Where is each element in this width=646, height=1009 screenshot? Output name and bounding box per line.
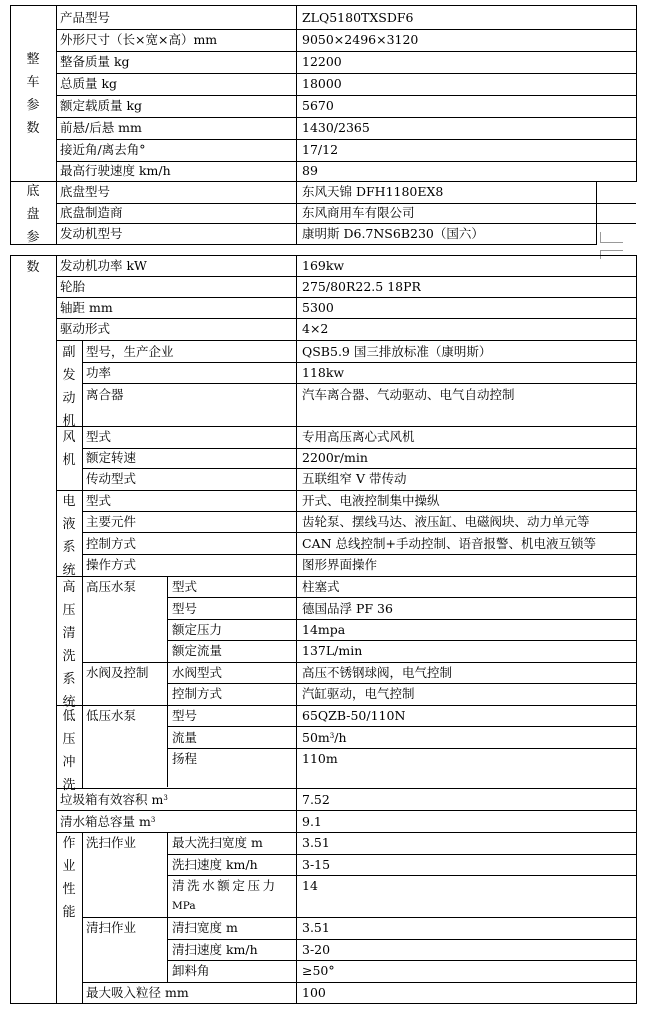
label-wash-pressure: 清洗水额定压力 [172, 878, 278, 893]
label-sweep-speed: 清扫速度 km/h [172, 942, 258, 957]
group-chassis-params: 底盘参 [26, 184, 40, 245]
label-tire: 轮胎 [60, 279, 86, 294]
value-chassis-model: 东风天锦 DFH1180EX8 [302, 184, 444, 199]
group-shu: 数 [26, 260, 40, 275]
value-aux-model: QSB5.9 国三排放标准（康明斯） [302, 344, 492, 359]
hp-valve-label: 水阀及控制 [86, 665, 149, 680]
value-sweep-width: 3.51 [302, 920, 330, 935]
label-garbage-volume: 垃圾箱有效容积 $m^3$ [60, 792, 168, 807]
lp-pump-label: 低压水泵 [86, 708, 137, 723]
label-angles: 接近角/离去角° [60, 142, 146, 157]
group-low-pressure: 低压冲洗 [62, 709, 76, 793]
value-hyd-components: 齿轮泵、摆线马达、液压缸、电磁阀块、动力单元等 [302, 514, 590, 529]
label-max-particle: 最大吸入粒径 mm [86, 985, 189, 1000]
value-wheelbase: 5300 [302, 300, 334, 315]
value-aux-clutch: 汽车离合器、气动驱动、电气自动控制 [302, 387, 515, 402]
value-tire: 275/80R22.5 18PR [302, 279, 421, 294]
label-hyd-components: 主要元件 [86, 514, 137, 529]
value-hp-valve-type: 高压不锈钢球阀，电气控制 [302, 665, 453, 680]
label-wash-width: 最大洗扫宽度 m [172, 835, 263, 850]
label-dump-angle: 卸料角 [172, 963, 210, 978]
value-dump-angle: ≥50° [302, 963, 335, 978]
value-hyd-type: 开式、电液控制集中操纵 [302, 493, 440, 508]
label-wheelbase: 轴距 mm [60, 300, 113, 315]
label-fan-speed: 额定转速 [86, 450, 137, 465]
label-overhang: 前悬/后悬 mm [60, 120, 142, 135]
label-hyd-control: 控制方式 [86, 536, 137, 551]
label-hp-model: 型号 [172, 601, 198, 616]
value-wash-pressure: 14 [302, 878, 318, 893]
value-hp-type: 柱塞式 [302, 579, 340, 594]
value-angles: 17/12 [302, 142, 339, 157]
value-product-model: ZLQ5180TXSDF6 [302, 10, 414, 25]
value-hyd-control: CAN 总线控制+手动控制、语音报警、机电液互锁等 [302, 536, 596, 551]
value-max-particle: 100 [302, 985, 326, 1000]
group-fan: 风机 [62, 430, 76, 468]
value-chassis-maker: 东风商用车有限公司 [302, 205, 415, 220]
value-aux-power: 118kw [302, 365, 345, 380]
label-lp-flow: 流量 [172, 730, 198, 745]
group-aux-engine: 副发动机 [62, 345, 76, 429]
wash-work-label: 洗扫作业 [86, 835, 137, 850]
value-water-volume: 9.1 [302, 814, 322, 829]
value-hp-model: 德国品浮 PF 36 [302, 601, 393, 616]
value-lp-model: 65QZB-50/110N [302, 708, 406, 723]
label-chassis-maker: 底盘制造商 [60, 205, 123, 220]
label-aux-power: 功率 [86, 365, 112, 380]
label-hyd-operation: 操作方式 [86, 557, 137, 572]
group-hydraulic: 电液系统 [62, 494, 76, 578]
value-fan-type: 专用高压离心式风机 [302, 429, 415, 444]
label-hyd-type: 型式 [86, 493, 112, 508]
label-wash-pressure-unit: MPa [172, 900, 196, 912]
group-high-pressure: 高压清洗系统 [62, 580, 76, 710]
label-product-model: 产品型号 [60, 10, 111, 25]
value-lp-head: 110m [302, 751, 338, 766]
value-garbage-volume: 7.52 [302, 792, 330, 807]
label-hp-valve-type: 水阀型式 [172, 665, 223, 680]
label-hp-type: 型式 [172, 579, 198, 594]
label-drive: 驱动形式 [60, 321, 111, 336]
label-sweep-width: 清扫宽度 m [172, 920, 238, 935]
label-wash-speed: 洗扫速度 km/h [172, 857, 258, 872]
value-rated-load: 5670 [302, 98, 334, 113]
value-fan-drive: 五联组窄 V 带传动 [302, 471, 407, 486]
label-fan-drive: 传动型式 [86, 471, 137, 486]
label-hp-control: 控制方式 [172, 686, 223, 701]
hp-pump-label: 高压水泵 [86, 579, 137, 594]
value-hp-control: 汽缸驱动，电气控制 [302, 686, 415, 701]
value-hyd-operation: 图形界面操作 [302, 557, 378, 572]
label-hp-flow: 额定流量 [172, 643, 223, 658]
value-sweep-speed: 3-20 [302, 942, 331, 957]
value-hp-flow: 137L/min [302, 643, 363, 658]
label-engine-model: 发动机型号 [60, 226, 123, 241]
label-curb-weight: 整备质量 kg [60, 54, 130, 69]
value-drive: 4×2 [302, 321, 329, 336]
value-gross-weight: 18000 [302, 76, 342, 91]
sweep-work-label: 清扫作业 [86, 920, 137, 935]
value-dimensions: 9050×2496×3120 [302, 32, 419, 47]
label-max-speed: 最高行驶速度 km/h [60, 163, 171, 178]
value-engine-power: 169kw [302, 258, 345, 273]
label-lp-model: 型号 [172, 708, 198, 723]
value-overhang: 1430/2365 [302, 120, 370, 135]
value-curb-weight: 12200 [302, 54, 342, 69]
value-hp-pressure: 14mpa [302, 622, 346, 637]
label-aux-clutch: 离合器 [86, 387, 124, 402]
label-hp-pressure: 额定压力 [172, 622, 223, 637]
label-chassis-model: 底盘型号 [60, 184, 111, 199]
label-rated-load: 额定载质量 kg [60, 98, 143, 113]
value-fan-speed: 2200r/min [302, 450, 368, 465]
label-lp-head: 扬程 [172, 751, 198, 766]
value-engine-model: 康明斯 D6.7NS6B230（国六） [302, 226, 484, 241]
value-max-speed: 89 [302, 163, 318, 178]
value-wash-speed: 3-15 [302, 857, 331, 872]
label-gross-weight: 总质量 kg [60, 76, 118, 91]
label-fan-type: 型式 [86, 429, 112, 444]
label-engine-power: 发动机功率 kW [60, 258, 147, 273]
label-dimensions: 外形尺寸（长×宽×高）mm [60, 32, 218, 47]
value-wash-width: 3.51 [302, 835, 330, 850]
label-water-volume: 清水箱总容量 $m^3$ [60, 814, 156, 829]
value-lp-flow: $50m^3/h$ [302, 730, 347, 745]
group-vehicle-params: 整车参数 [26, 52, 40, 136]
label-aux-model: 型号，生产企业 [86, 344, 174, 359]
group-work-performance: 作业性能 [62, 836, 76, 920]
